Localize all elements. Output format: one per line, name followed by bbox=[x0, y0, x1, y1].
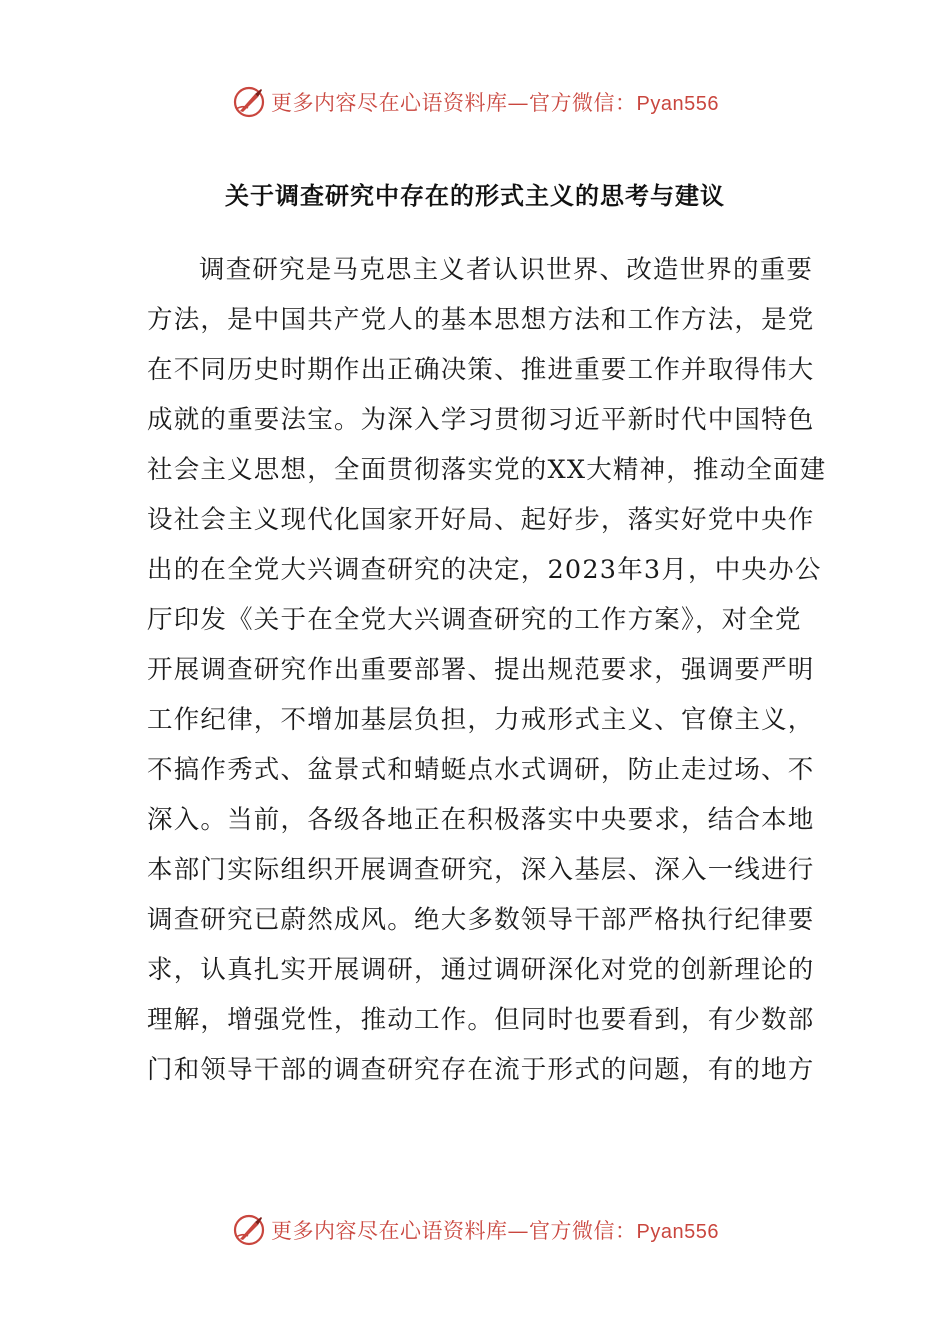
paragraph-line: 深入。当前，各级各地正在积极落实中央要求，结合本地 bbox=[147, 805, 815, 835]
body-paragraph bbox=[147, 245, 827, 1095]
paragraph-line: 求，认真扎实开展调研，通过调研深化对党的创新理论的 bbox=[147, 955, 815, 985]
paragraph-line: 厅印发《关于在全党大兴调查研究的工作方案》，对全党 bbox=[147, 605, 802, 635]
paragraph-line: 社会主义思想，全面贯彻落实党的XX大精神，推动全面建 bbox=[147, 455, 827, 485]
paragraph-line: 出的在全党大兴调查研究的决定，2023年3月，中央办公 bbox=[147, 555, 822, 585]
quill-pen-logo-icon bbox=[231, 1212, 267, 1248]
paragraph-line: 调查研究是马克思主义者认识世界、改造世界的重要 bbox=[199, 255, 814, 285]
paragraph-line: 工作纪律，不增加基层负担，力戒形式主义、官僚主义， bbox=[147, 705, 815, 735]
wechat-id: Pyan556 bbox=[636, 1221, 719, 1243]
paragraph-line: 调查研究已蔚然成风。绝大多数领导干部严格执行纪律要 bbox=[147, 905, 815, 935]
paragraph-line: 不搞作秀式、盆景式和蜻蜓点水式调研，防止走过场、不 bbox=[147, 755, 815, 785]
banner-text: 更多内容尽在心语资料库—官方微信：Pyan556 bbox=[271, 1219, 719, 1243]
banner-text: 更多内容尽在心语资料库—官方微信：Pyan556 bbox=[271, 91, 719, 115]
paragraph-line: 理解，增强党性，推动工作。但同时也要看到，有少数部 bbox=[147, 1005, 815, 1035]
header-banner bbox=[0, 82, 950, 122]
paragraph-line: 本部门实际组织开展调查研究，深入基层、深入一线进行 bbox=[147, 855, 815, 885]
paragraph-line: 开展调查研究作出重要部署、提出规范要求，强调要严明 bbox=[147, 655, 815, 685]
paragraph-line: 设社会主义现代化国家开好局、起好步，落实好党中央作 bbox=[147, 505, 815, 535]
paragraph-line: 方法，是中国共产党人的基本思想方法和工作方法，是党 bbox=[147, 305, 815, 335]
document-title: 关于调查研究中存在的形式主义的思考与建议 bbox=[225, 182, 725, 210]
paragraph-line: 门和领导干部的调查研究存在流于形式的问题，有的地方 bbox=[147, 1055, 815, 1085]
wechat-id: Pyan556 bbox=[636, 93, 719, 115]
quill-pen-logo-icon bbox=[231, 84, 267, 120]
paragraph-line: 在不同历史时期作出正确决策、推进重要工作并取得伟大 bbox=[147, 355, 815, 385]
paragraph-line: 成就的重要法宝。为深入学习贯彻习近平新时代中国特色 bbox=[147, 405, 815, 435]
footer-banner bbox=[0, 1210, 950, 1250]
